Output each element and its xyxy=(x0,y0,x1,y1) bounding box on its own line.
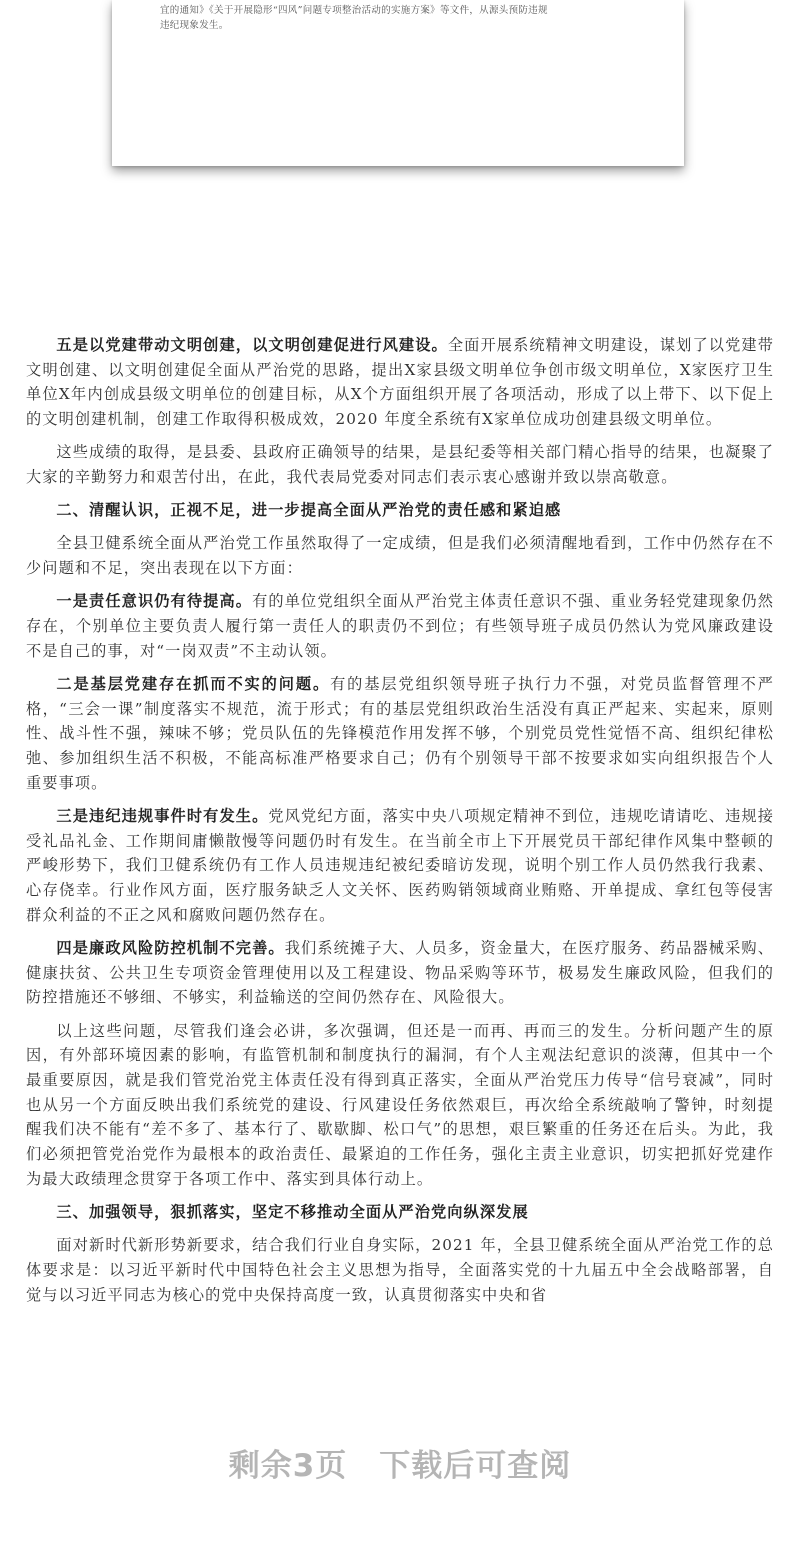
paragraph-lead: 一是责任意识仍有待提高。 xyxy=(56,592,253,611)
remaining-pages-label: 剩余3页 xyxy=(228,1448,348,1484)
paragraph-text: 全面开展系统精神文明建设，谋划了以党建带文明创建、以文明创建促全面从严治党的思路，提出X家县级文明单位争创市级文明单位，X家医疗卫生单位X年内创成县级文明单位的创建目标，从X个方面组织开展了各项活动，形成了以上带下、以下促上的文明创建机制，创建工作取得积极成效，2020 年度全系统有X家单位成功创建县级文明单位。 xyxy=(26,336,774,429)
document-body xyxy=(26,333,774,1316)
download-to-view-label: 下载后可查阅 xyxy=(379,1448,572,1484)
paragraph-text: 党风党纪方面，落实中央八项规定精神不到位，违规吃请请吃、违规接受礼品礼金、工作期间庸懒散慢等问题仍时有发生。在当前全市上下开展党员干部纪律作风集中整顿的严峻形势下，我们卫健系统仍有工作人员违规违纪被纪委暗访发现，说明个别工作人员仍然我行我素、心存侥幸。行业作风方面，医疗服务缺乏人文关怀、医药购销领域商业贿赂、开单提成、拿红包等侵害群众利益的不正之风和腐败问题仍然存在。 xyxy=(26,806,774,924)
paragraph-text: 有的单位党组织全面从严治党主体责任意识不强、重业务轻党建现象仍然存在，个别单位主要负责人履行第一责任人的职责仍不到位；有些领导班子成员仍然认为党风廉政建设不是自己的事，对“一岗双责”不主动认领。 xyxy=(26,592,774,660)
preview-page-card xyxy=(112,0,684,166)
paragraph-analysis: 以上这些问题，尽管我们逢会必讲，多次强调，但还是一而再、再而三的发生。分析问题产生的原因，有外部环境因素的影响，有监管机制和制度执行的漏洞，有个人主观法纪意识的淡薄，但其中一个最重要原因，就是我们管党治党主体责任没有得到真正落实，全面从严治党压力传导“信号衰减”，同时也从另一个方面反映出我们系统党的建设、行风建设任务依然艰巨，再次给全系统敲响了警钟，时刻提醒我们决不能有“差不多了、基本行了、歇歇脚、松口气”的思想，艰巨繁重的任务还在后头。为此，我们必须把管党治党作为最根本的政治责任、最紧迫的工作任务，强化主责主业意识，切实把抓好党建作为最大政绩理念贯穿于各项工作中、落实到具体行动上。 xyxy=(26,1021,774,1188)
paragraph-acknowledgement: 这些成绩的取得，是县委、县政府正确领导的结果，是县纪委等相关部门精心指导的结果，也凝聚了大家的辛勤努力和艰苦付出，在此，我代表局党委对同志们表示衷心感谢并致以崇高敬意。 xyxy=(26,443,774,487)
paragraph-lead: 二是基层党建存在抓而不实的问题。 xyxy=(56,674,331,693)
download-prompt[interactable] xyxy=(0,1440,800,1485)
paragraph-problems-intro: 全县卫健系统全面从严治党工作虽然取得了一定成绩，但是我们必须清醒地看到，工作中仍然存在不少问题和不足，突出表现在以下方面： xyxy=(26,534,774,578)
paragraph-text: 有的基层党组织领导班子执行力不强，对党员监督管理不严格，“三会一课”制度落实不规范，流于形式；有的基层党组织政治生活没有真正严起来、实起来，原则性、战斗性不强，辣味不够；党员队伍的先锋模范作用发挥不够，个别党员党性觉悟不高、组织纪律松弛、参加组织生活不积极，不能高标准严格要求自己；仍有个别领导干部不按要求如实向组织报告个人重要事项。 xyxy=(26,674,774,792)
preview-text xyxy=(160,3,644,33)
paragraph-requirements: 面对新时代新形势新要求，结合我们行业自身实际，2021 年，全县卫健系统全面从严治党工作的总体要求是：以习近平新时代中国特色社会主义思想为指导，全面落实党的十九届五中全会战略部署，自觉与以习近平同志为核心的党中央保持高度一致，认真贯彻落实中央和省 xyxy=(26,1236,774,1304)
section-heading-2: 二、清醒认识，正视不足，进一步提高全面从严治党的责任感和紧迫感 xyxy=(56,501,562,520)
paragraph-civilization xyxy=(26,333,774,432)
preview-line: 违纪现象发生。 xyxy=(160,20,229,31)
section-heading-3: 三、加强领导，狠抓落实，坚定不移推动全面从严治党向纵深发展 xyxy=(56,1203,529,1221)
paragraph-lead: 四是廉政风险防控机制不完善。 xyxy=(56,938,285,957)
paragraph-responsibility xyxy=(26,589,774,663)
paragraph-text: 我们系统摊子大、人员多，资金量大，在医疗服务、药品器械采购、健康扶贫、公共卫生专项资金管理使用以及工程建设、物品采购等环节，极易发生廉政风险，但我们的防控措施还不够细、不够实，利益输送的空间仍然存在、风险很大。 xyxy=(26,938,775,1007)
paragraph-lead: 五是以党建带动文明创建，以文明创建促进行风建设。 xyxy=(56,336,448,354)
preview-line: 宜的通知》《关于开展隐形“四风”问题专项整治活动的实施方案》等文件，从源头预防违规 xyxy=(160,5,548,16)
paragraph-violations xyxy=(26,804,774,928)
paragraph-risk-control xyxy=(26,936,774,1010)
paragraph-lead: 三是违纪违规事件时有发生。 xyxy=(56,806,269,825)
paragraph-grassroots xyxy=(26,672,774,796)
